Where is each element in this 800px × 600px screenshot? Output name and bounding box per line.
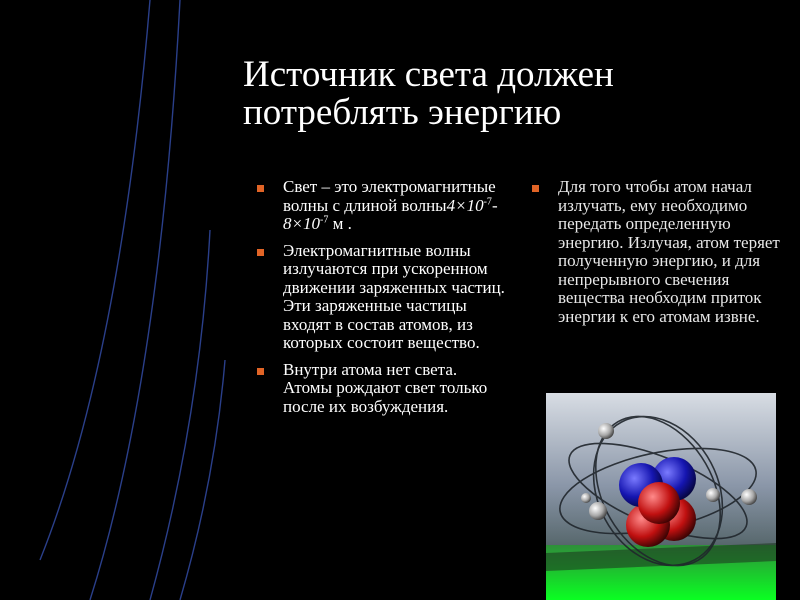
bullet-item: Электромагнитные волны излучаются при ускоренном движении заряженных частиц. Эти заряженные частицы входят в состав атомов, из которых состоит вещество. — [255, 242, 505, 353]
bullet-item: Свет – это электромагнитные волны с длиной $волны4\times 10^{-7}-8\times 10^{-7}$ м . — [255, 178, 505, 234]
left-bullet-list — [255, 178, 505, 424]
bullet-item: Внутри атома нет света. Атомы рождают свет только после их возбуждения. — [255, 361, 505, 417]
atom-model-image — [546, 393, 776, 600]
title-line-1: Источник света должен — [243, 54, 614, 95]
title-line-2: потреблять энергию — [243, 92, 562, 133]
right-bullet-list — [530, 178, 780, 334]
slide-title — [243, 56, 763, 132]
bullet-item: Для того чтобы атом начал излучать, ему необходимо передать определенную энергию. Излучая, атом теряет полученную энергию, и для непрерывного свечения вещества необходим приток энергии к его атомам извне. — [530, 178, 780, 326]
